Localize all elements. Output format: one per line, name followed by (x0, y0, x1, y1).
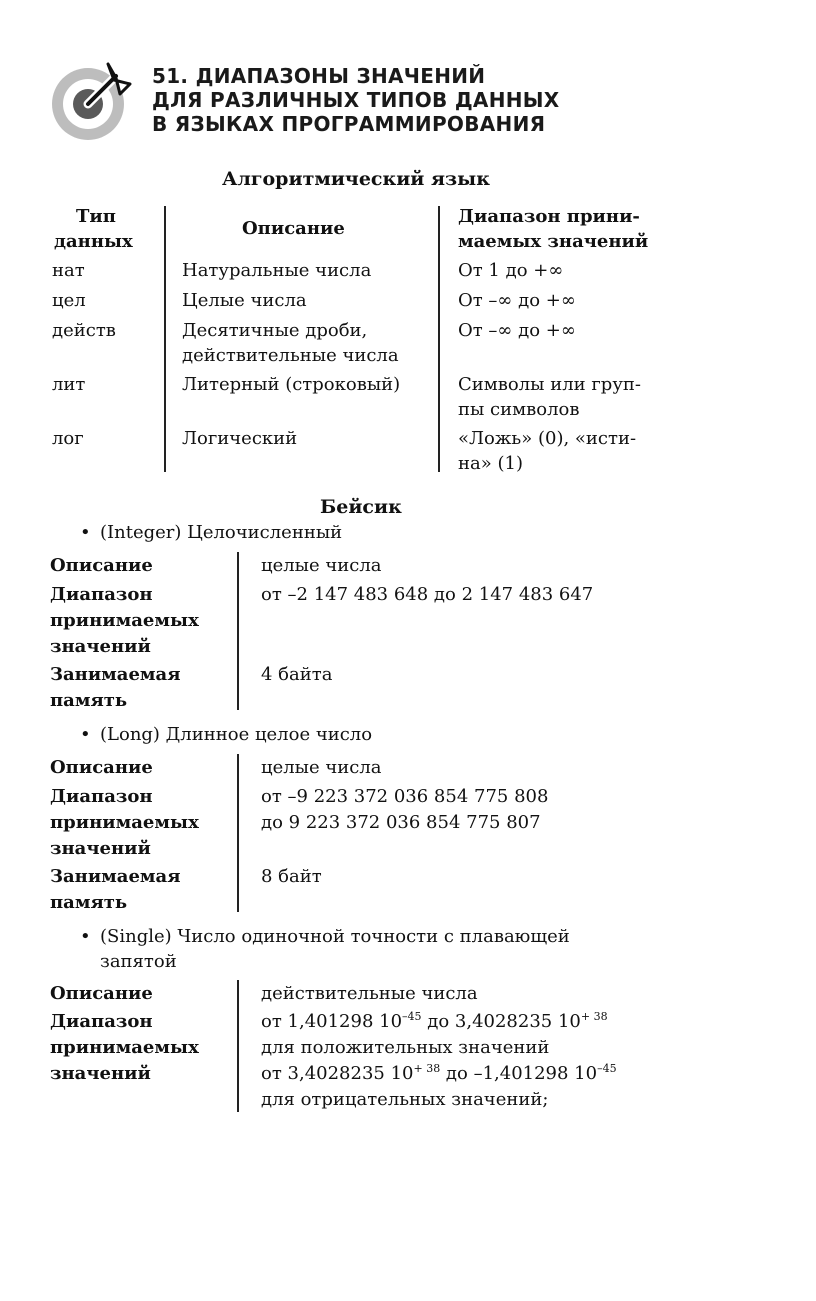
description-cell: Логический (182, 428, 298, 449)
header-type: Тип (76, 206, 116, 227)
range-value (261, 1060, 617, 1087)
bullet-integer (80, 520, 342, 545)
description-value: действительные числа (261, 983, 478, 1004)
description-key: Описание (50, 757, 153, 778)
bullet-text: (Single) Число одиночной точности с плавающей (100, 926, 570, 947)
bullet-single (80, 924, 570, 949)
type-cell: лог (52, 428, 84, 449)
column-divider (237, 754, 239, 912)
heading-line: В ЯЗЫКАХ ПРОГРАММИРОВАНИЯ (152, 112, 546, 136)
range-key: Диапазон (50, 1011, 153, 1032)
range-cell: От 1 до +∞ (458, 260, 564, 281)
type-cell: действ (52, 320, 116, 341)
integer-table (50, 552, 690, 712)
heading-line: 51. ДИАПАЗОНЫ ЗНАЧЕНИЙ (152, 64, 486, 88)
memory-key: Занимаемая (50, 866, 181, 887)
range-key: Диапазон (50, 786, 153, 807)
column-divider (237, 552, 239, 710)
page-heading (152, 64, 560, 136)
bullet-char: • (80, 522, 91, 543)
section-title-algo: Алгоритмический язык (222, 168, 490, 190)
algo-table (50, 202, 680, 474)
header-description: Описание (242, 218, 345, 239)
range-cell: «Ложь» (0), «исти- (458, 428, 637, 449)
range-cell: пы символов (458, 399, 580, 420)
target-arrow-icon (50, 58, 134, 142)
range-key: принимаемых (50, 812, 199, 833)
type-cell: нат (52, 260, 85, 281)
heading-line: ДЛЯ РАЗЛИЧНЫХ ТИПОВ ДАННЫХ (152, 88, 560, 112)
range-key: принимаемых (50, 1037, 199, 1058)
bullet-text: (Integer) Целочисленный (100, 522, 343, 543)
memory-key: память (50, 690, 128, 711)
header-range: Диапазон прини- (458, 206, 640, 227)
header-range: маемых значений (458, 231, 649, 252)
range-key: значений (50, 838, 151, 859)
memory-value: 8 байт (261, 866, 322, 887)
range-key: Диапазон (50, 584, 153, 605)
description-cell: Десятичные дроби, (182, 320, 368, 341)
section-title-basic: Бейсик (320, 496, 402, 518)
exponent: + 38 (413, 1062, 441, 1075)
range-cell: Символы или груп- (458, 374, 641, 395)
bullet-text: запятой (100, 951, 177, 972)
range-key: значений (50, 636, 151, 657)
range-value: от –2 147 483 648 до 2 147 483 647 (261, 584, 594, 605)
exponent: –45 (597, 1062, 617, 1075)
range-text: до 3,4028235 10 (421, 1011, 581, 1032)
description-key: Описание (50, 983, 153, 1004)
range-cell: От –∞ до +∞ (458, 320, 576, 341)
description-cell: Литерный (строковый) (182, 374, 401, 395)
column-divider (237, 980, 239, 1112)
bullet-long (80, 722, 372, 747)
header-type: данных (54, 231, 133, 252)
bullet-single-continuation (100, 949, 177, 974)
description-value: целые числа (261, 555, 382, 576)
description-cell: действительные числа (182, 345, 399, 366)
memory-value: 4 байта (261, 664, 333, 685)
range-text: от 3,4028235 10 (261, 1063, 414, 1084)
type-cell: цел (52, 290, 86, 311)
range-value: для отрицательных значений; (261, 1089, 549, 1110)
single-table (50, 980, 690, 1114)
exponent: –45 (402, 1010, 422, 1023)
type-cell: лит (52, 374, 86, 395)
description-cell: Целые числа (182, 290, 307, 311)
range-value (261, 1008, 608, 1035)
bullet-char: • (80, 724, 91, 745)
bullet-text: (Long) Длинное целое число (100, 724, 373, 745)
range-text: от 1,401298 10 (261, 1011, 403, 1032)
long-table (50, 754, 690, 914)
range-value: от –9 223 372 036 854 775 808 (261, 786, 549, 807)
exponent: + 38 (580, 1010, 608, 1023)
description-value: целые числа (261, 757, 382, 778)
range-value: для положительных значений (261, 1037, 550, 1058)
range-value: до 9 223 372 036 854 775 807 (261, 812, 541, 833)
memory-key: Занимаемая (50, 664, 181, 685)
range-cell: От –∞ до +∞ (458, 290, 576, 311)
column-divider (164, 206, 166, 472)
range-key: значений (50, 1063, 151, 1084)
range-cell: на» (1) (458, 453, 523, 474)
description-cell: Натуральные числа (182, 260, 372, 281)
column-divider (438, 206, 440, 472)
bullet-char: • (80, 926, 91, 947)
memory-key: память (50, 892, 128, 913)
description-key: Описание (50, 555, 153, 576)
range-key: принимаемых (50, 610, 199, 631)
range-text: до –1,401298 10 (440, 1063, 598, 1084)
